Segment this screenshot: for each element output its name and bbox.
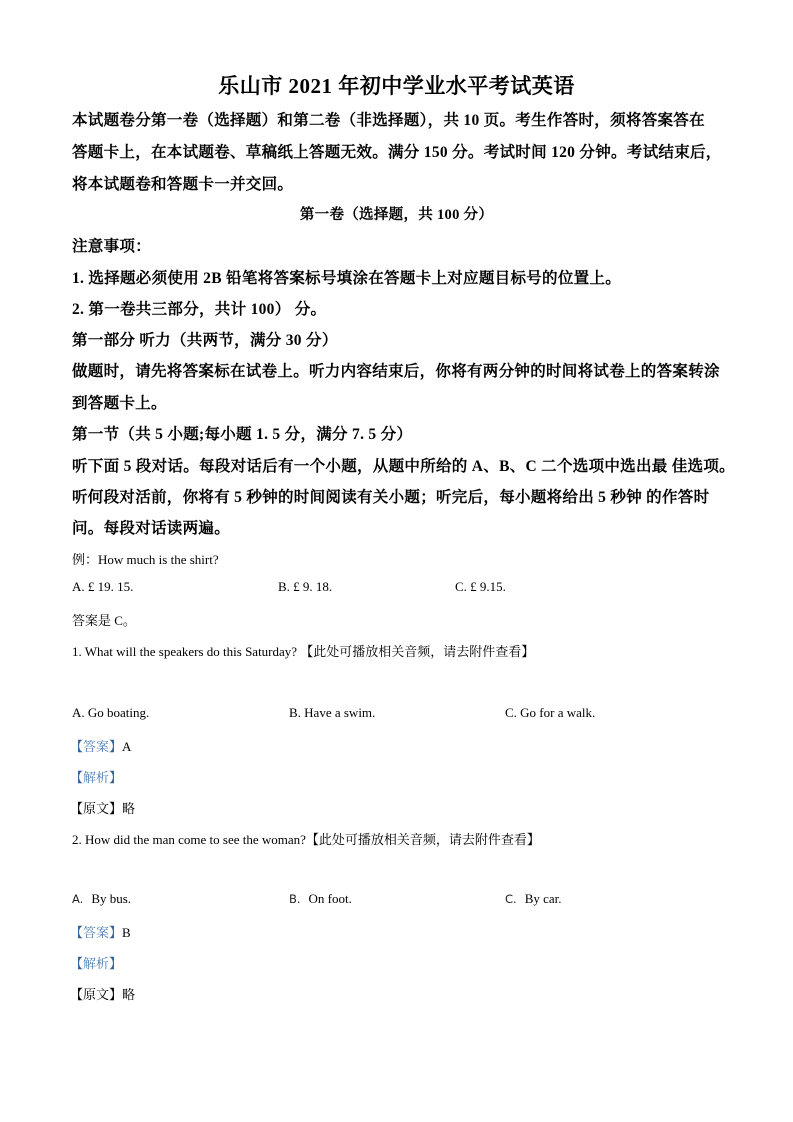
subsection-heading: 第一节（共 5 小题;每小题 1. 5 分，满分 7. 5 分） — [72, 426, 413, 443]
example-option-b: B. £ 9. 18. — [278, 579, 333, 594]
intro-line: 将本试题卷和答题卡一并交回。 — [72, 176, 294, 193]
option-letter: A. — [72, 892, 84, 906]
bracket-close: 】 — [109, 925, 123, 940]
option-letter: B. — [289, 705, 301, 720]
page-title: 乐山市 2021 年初中学业水平考试英语 — [218, 74, 575, 98]
question-1-option-c — [505, 705, 595, 721]
note-item: 1. 选择题必须使用 2B 铅笔将答案标号填涂在答题卡上对应题目标号的位置上。 — [72, 270, 622, 287]
option-letter: A. — [72, 705, 85, 720]
question-2-option-c — [505, 891, 562, 907]
section-heading: 第一部分 听力（共两节，满分 30 分） — [72, 332, 338, 349]
bracket-open: 【 — [70, 956, 84, 971]
intro-line: 答题卡上，在本试题卷、草稿纸上答题无效。满分 150 分。考试时间 120 分钟。考试结束后， — [72, 144, 722, 161]
analysis-label: 解析 — [83, 770, 110, 785]
section-instruction: 到答题卡上。 — [72, 395, 167, 412]
question-1-option-a — [72, 705, 149, 721]
source-label: 【原文】 — [70, 987, 123, 1002]
bracket-open: 【 — [70, 925, 84, 940]
example-answer: 答案是 C。 — [72, 613, 136, 628]
option-text: Go boating. — [87, 705, 150, 720]
example-question: 例：How much is the shirt? — [72, 552, 219, 567]
section-instruction: 做题时，请先将答案标在试卷上。听力内容结束后，你将有两分钟的时间将试卷上的答案转涂 — [72, 363, 720, 380]
question-2-source — [70, 984, 135, 1003]
question-2-answer — [70, 922, 131, 941]
question-2-option-a — [72, 891, 131, 907]
note-item: 2. 第一卷共三部分，共计 100） 分。 — [72, 301, 327, 318]
option-text: Go for a walk. — [520, 705, 596, 720]
option-letter: B. — [289, 892, 301, 906]
notes-heading: 注意事项： — [72, 238, 152, 255]
option-text: Have a swim. — [304, 705, 376, 720]
question-2-text: 2. How did the man come to see the woman?【此处可播放相关音频，请去附件查看】 — [72, 832, 540, 847]
intro-line: 本试题卷分第一卷（选择题）和第二卷（非选择题），共 10 页。考生作答时，须将答案答在 — [72, 112, 705, 129]
answer-label: 答案 — [83, 739, 110, 754]
bracket-close: 】 — [109, 770, 123, 785]
example-option-c: C. £ 9.15. — [455, 579, 506, 594]
bracket-close: 】 — [109, 739, 123, 754]
bracket-open: 【 — [70, 739, 84, 754]
subsection-instruction: 听何段对活前，你将有 5 秒钟的时间阅读有关小题；听完后，每小题将给出 5 秒钟 的作答时 — [72, 489, 710, 506]
subsection-instruction: 问。每段对话读两遍。 — [72, 520, 231, 537]
question-1-text: 1. What will the speakers do this Saturday? 【此处可播放相关音频，请去附件查看】 — [72, 644, 535, 659]
option-letter: C. — [505, 892, 517, 906]
answer-value: B — [122, 925, 131, 940]
option-text: By car. — [524, 891, 562, 906]
question-2-option-b — [289, 891, 352, 907]
source-value: 略 — [122, 987, 136, 1002]
question-1-answer — [70, 736, 131, 755]
question-1-analysis — [70, 767, 122, 786]
bracket-open: 【 — [70, 770, 84, 785]
example-option-a: A. £ 19. 15. — [72, 579, 134, 594]
question-1-source — [70, 798, 135, 817]
option-letter: C. — [505, 705, 517, 720]
subsection-instruction: 听下面 5 段对话。每段对话后有一个小题，从题中所给的 A、B、C 二个选项中选出最 佳选项。 — [72, 458, 735, 475]
answer-value: A — [122, 739, 132, 754]
part-heading: 第一卷（选择题，共 100 分） — [299, 207, 494, 223]
question-2-analysis — [70, 953, 122, 972]
bracket-close: 】 — [109, 956, 123, 971]
question-1-option-b — [289, 705, 375, 721]
analysis-label: 解析 — [83, 956, 110, 971]
option-text: By bus. — [91, 891, 132, 906]
option-text: On foot. — [308, 891, 352, 906]
source-value: 略 — [122, 801, 136, 816]
answer-label: 答案 — [83, 925, 110, 940]
source-label: 【原文】 — [70, 801, 123, 816]
